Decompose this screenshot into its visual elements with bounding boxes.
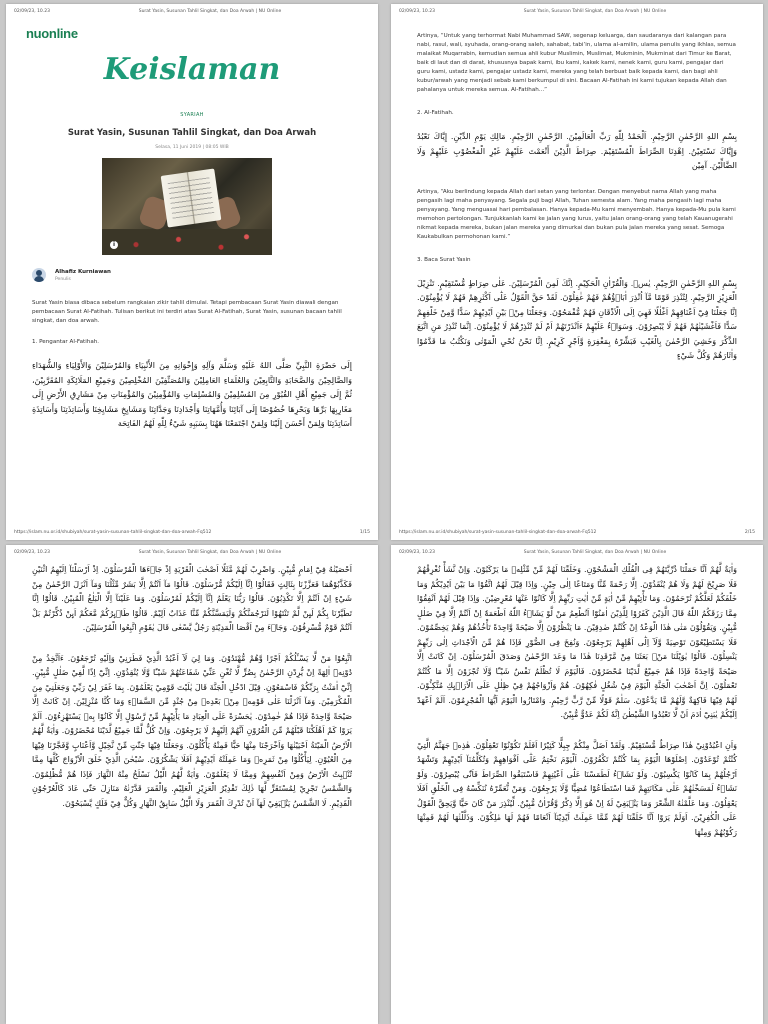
pdf-page-1 [6,4,378,540]
print-datetime: 02/09/23, 10.23 [399,550,435,555]
print-header [14,550,370,555]
quran-book-image [161,168,222,227]
arabic-pengantar-fatihah: إِلَى حَضْرَةِ النَّبِيِّ صَلَّى اللهُ عَلَيْهِ وَسَلَّمَ وَآلِهِ وَإِخْوَانِهِ مِنَ الأَنْبِيَاءِ وَالمُرْسَلِيْنَ وَالأَوْلِيَاءِ وَالشُّهَدَاءِ وَالصَّالِحِيْنَ وَالصَّحَابَةِ وَالتَّابِعِيْنَ وَالعُلَمَاءِ العَامِلِيْنَ وَالمُصَنِّفِيْنَ المُخْلِصِيْنَ وَجَمِيْعِ المَلَائِكَةِ المُقَرَّبِيْنَ، ثُمَّ إِلَى جَمِيْعِ أَهْلِ القُبُوْرِ مِنَ المُسْلِمِيْنَ وَالمُسْلِمَاتِ وَالمُؤْمِنِيْنَ وَالمُؤْمِنَاتِ مِنْ مَشَارِقِ الأَرْضِ إِلَى مَغَارِبِهَا بَرِّهَا وَبَحْرِهَا خُصُوْصًا إِلَى آبَائِنَا وَأُمَّهَاتِنَا وَأَجْدَادِنَا وَجَدَّاتِنَا وَمَشَايِخِ مَشَايِخِنَا وَأَسَاتِذَتِنَا وَأَسَاتِذَةِ أَسَاتِذَتِنَا وَلِمَنْ أَحْسَنَ إِلَيْنَا وَلِمَنْ اجْتَمَعْنَا هَهُنَا بِسَبَبِهِ شَيْءٌ لِلّٰهِ لَهُمُ الفَاتِحَة [32,361,352,428]
translation-pengantar: Artinya, “Untuk yang terhormat Nabi Muhammad SAW, segenap keluarga, dan saudaranya dari kalangan para nabi, rasul, wali, syuhada, orang-orang saleh, sahabat, tabi’in, ulama al-amilin, ulama penulis yang ikhlas, semua malaikat Muqarrabin, kemudian semua ahli kubur Muslimin, Muslimat, Mukminin, Mukminat dari Timur ke Barat, baik di laut dan di darat, khususnya bapak kami, ibu kami, kakek kami, nenek kami, guru kami, pengajar dari guru kami, ustadz kami, pengajar ustadz kami, mereka yang telah berbuat baik kepada kami, dan bagi ahli kubur/arwah yang menjadi sebab kami berkumpul di sini. Bacaan Al-Fatihah ini kami tujukan kepada Allah dan pahalanya untuk mereka semua. Al-Fatihah...” [417,33,736,93]
arabic-yasin-part-2: اَحْصَيْنٰهُ فِيْٓ اِمَامٍ مُّبِيْنٍ. وَاضْرِبْ لَهُمْ مَّثَلًا اَصْحٰبَ الْقَرْيَةِ اِذْ جَاۤءَهَا الْمُرْسَلُوْنَ. اِذْ اَرْسَلْنَآ اِلَيْهِمُ اثْنَيْنِ فَكَذَّبُوْهُمَا فَعَزَّزْنَا بِثَالِثٍ فَقَالُوْٓا اِنَّآ اِلَيْكُمْ مُّرْسَلُوْنَ. قَالُوْا مَآ اَنْتُمْ اِلَّا بَشَرٌ مِّثْلُنَا وَمَآ اَنْزَلَ الرَّحْمٰنُ مِنْ شَيْءٍ اِنْ اَنْتُمْ اِلَّا تَكْذِبُوْنَ. قَالُوْا رَبُّنَا يَعْلَمُ اِنَّآ اِلَيْكُمْ لَمُرْسَلُوْنَ. وَمَا عَلَيْنَآ اِلَّا الْبَلٰغُ الْمُبِيْنُ. قَالُوْٓا اِنَّا تَطَيَّرْنَا بِكُمْ لَىِٕنْ لَّمْ تَنْتَهُوْا لَنَرْجُمَنَّكُمْ وَلَيَمَسَّنَّكُمْ مِّنَّا عَذَابٌ اَلِيْمٌ. قَالُوْا طَاۤىِٕرُكُمْ مَّعَكُمْ اَىِٕنْ ذُكِّرْتُمْ بَلْ اَنْتُمْ قَوْمٌ مُّسْرِفُوْنَ. وَجَاۤءَ مِنْ اَقْصَا الْمَدِيْنَةِ رَجُلٌ يَّسْعٰى قَالَ يٰقَوْمِ اتَّبِعُوا الْمُرْسَلِيْنَ. [32,565,352,632]
print-title: Surat Yasin, Susunan Tahlil Singkat, dan Doa Arwah | NU Online [523,9,667,14]
intro-paragraph: Surat Yasin biasa dibaca sebelum rangkaian zikir tahlil dimulai. Tetapi pembacaan Surat Yasin diawali dengan pembacaan Surat Al-Fatihah. Tulisan berikut ini terdiri atas Surat Al-Fatihah, Surat Yasin, susunan bacaan tahlil singkat, dan doa arwah. [32,300,342,324]
page-number: 1/15 [359,530,370,535]
author-name[interactable]: Alhafiz Kurniawan [55,268,111,275]
heading-pengantar: 1. Pengantar Al-Fatihah. [32,339,100,345]
arabic-yasin-part-5: وَاَنِ اعْبُدُوْنِيْ هٰذَا صِرَاطٌ مُّسْتَقِيْمٌ. وَلَقَدْ اَضَلَّ مِنْكُمْ جِبِلًّا كَثِيْرًا اَفَلَمْ تَكُوْنُوْا تَعْقِلُوْنَ. هٰذِهٖ جَهَنَّمُ الَّتِيْ كُنْتُمْ تُوْعَدُوْنَ. اِصْلَوْهَا الْيَوْمَ بِمَا كُنْتُمْ تَكْفُرُوْنَ. اَلْيَوْمَ نَخْتِمُ عَلٰٓى اَفْوَاهِهِمْ وَتُكَلِّمُنَآ اَيْدِيْهِمْ وَتَشْهَدُ اَرْجُلُهُمْ بِمَا كَانُوْا يَكْسِبُوْنَ. وَلَوْ نَشَاۤءُ لَطَمَسْنَا عَلٰٓى اَعْيُنِهِمْ فَاسْتَبَقُوا الصِّرَاطَ فَاَنّٰى يُبْصِرُوْنَ. وَلَوْ نَشَاۤءُ لَمَسَخْنٰهُمْ عَلٰى مَكَانَتِهِمْ فَمَا اسْتَطَاعُوْا مُضِيًّا وَّلَا يَرْجِعُوْنَ. وَمَنْ نُّعَمِّرْهُ نُنَكِّسْهُ فِى الْخَلْقِ اَفَلَا يَعْقِلُوْنَ. وَمَا عَلَّمْنٰهُ الشِّعْرَ وَمَا يَنْۢبَغِيْ لَهٗ اِنْ هُوَ اِلَّا ذِكْرٌ وَّقُرْاٰنٌ مُّبِيْنٌ. لِّيُنْذِرَ مَنْ كَانَ حَيًّا وَّيَحِقَّ الْقَوْلُ عَلَى الْكٰفِرِيْنَ. اَوَلَمْ يَرَوْا اَنَّا خَلَقْنَا لَهُمْ مِّمَّا عَمِلَتْ اَيْدِيْنَآ اَنْعَامًا فَهُمْ لَهَا مٰلِكُوْنَ. وَذَلَّلْنٰهَا لَهُمْ فَمِنْهَا رَكُوْبُهُمْ وَمِنْهَا [417,740,737,837]
print-footer [399,530,755,535]
avatar [32,268,46,282]
print-title: Surat Yasin, Susunan Tahlil Singkat, dan Doa Arwah | NU Online [523,550,667,555]
pdf-page-3 [6,545,378,1024]
info-icon[interactable]: i [110,241,118,249]
print-url: https://islam.nu.or.id/shubiyah/surat-yasin-susunan-tahlil-singkat-dan-doa-arwah-Fq512 [399,530,597,535]
translation-fatihah: Artinya, “Aku berlindung kepada Allah dari setan yang terlontar. Dengan menyebut nama Allah yang maha pengasih lagi maha penyayang. Segala puji bagi Allah, Tuhan semesta alam. Yang maha pengasih lagi maha penyayang. Yang menguasai hari pembalasan. Hanya kepada-Mu kami menyembah. Hanya kepada-Mu pula kami memohon pertolongan. Tunjukkanlah kami ke jalan yang lurus, yaitu jalan orang-orang yang telah Kauanugerahi nikmat kepada mereka, bukan jalan mereka yang dimurkai dan bukan pula jalan mereka yang sesat. Semoga Kaukabulkan permohonan kami.” [417,188,736,240]
arabic-yasin-part-4: وَاٰيَةٌ لَّهُمْ اَنَّا حَمَلْنَا ذُرِّيَّتَهُمْ فِى الْفُلْكِ الْمَشْحُوْنِ. وَخَلَقْنَا لَهُمْ مِّنْ مِّثْلِهٖ مَا يَرْكَبُوْنَ. وَاِنْ نَّشَأْ نُغْرِقْهُمْ فَلَا صَرِيْخَ لَهُمْ وَلَا هُمْ يُنْقَذُوْنَ. اِلَّا رَحْمَةً مِّنَّا وَمَتَاعًا اِلٰى حِيْنٍ. وَاِذَا قِيْلَ لَهُمُ اتَّقُوْا مَا بَيْنَ اَيْدِيْكُمْ وَمَا خَلْفَكُمْ لَعَلَّكُمْ تُرْحَمُوْنَ. وَمَا تَأْتِيْهِمْ مِّنْ اٰيَةٍ مِّنْ اٰيٰتِ رَبِّهِمْ اِلَّا كَانُوْا عَنْهَا مُعْرِضِيْنَ. وَاِذَا قِيْلَ لَهُمْ اَنْفِقُوْا مِمَّا رَزَقَكُمُ اللّٰهُ قَالَ الَّذِيْنَ كَفَرُوْا لِلَّذِيْنَ اٰمَنُوْٓا اَنُطْعِمُ مَنْ لَّوْ يَشَاۤءُ اللّٰهُ اَطْعَمَهٗٓ اِنْ اَنْتُمْ اِلَّا فِيْ ضَلٰلٍ مُّبِيْنٍ. وَيَقُوْلُوْنَ مَتٰى هٰذَا الْوَعْدُ اِنْ كُنْتُمْ صٰدِقِيْنَ. مَا يَنْظُرُوْنَ اِلَّا صَيْحَةً وَّاحِدَةً تَأْخُذُهُمْ وَهُمْ يَخِصِّمُوْنَ. فَلَا يَسْتَطِيْعُوْنَ تَوْصِيَةً وَّلَآ اِلٰٓى اَهْلِهِمْ يَرْجِعُوْنَ. وَنُفِخَ فِى الصُّوْرِ فَاِذَا هُمْ مِّنَ الْاَجْدَاثِ اِلٰى رَبِّهِمْ يَنْسِلُوْنَ. قَالُوْا يٰوَيْلَنَا مَنْۢ بَعَثَنَا مِنْ مَّرْقَدِنَا هٰذَا مَا وَعَدَ الرَّحْمٰنُ وَصَدَقَ الْمُرْسَلُوْنَ. اِنْ كَانَتْ اِلَّا صَيْحَةً وَّاحِدَةً فَاِذَا هُمْ جَمِيْعٌ لَّدَيْنَا مُحْضَرُوْنَ. فَالْيَوْمَ لَا تُظْلَمُ نَفْسٌ شَيْـًٔا وَّلَا تُجْزَوْنَ اِلَّا مَا كُنْتُمْ تَعْمَلُوْنَ. اِنَّ اَصْحٰبَ الْجَنَّةِ الْيَوْمَ فِيْ شُغُلٍ فٰكِهُوْنَ. هُمْ وَاَزْوَاجُهُمْ فِيْ ظِلٰلٍ عَلَى الْاَرَاۤىِٕكِ مُتَّكِـُٔوْنَ. لَهُمْ فِيْهَا فَاكِهَةٌ وَّلَهُمْ مَّا يَدَّعُوْنَ. سَلٰمٌ قَوْلًا مِّنْ رَّبٍّ رَّحِيْمٍ. وَامْتَازُوا الْيَوْمَ اَيُّهَا الْمُجْرِمُوْنَ. اَلَمْ اَعْهَدْ اِلَيْكُمْ يٰبَنِيْٓ اٰدَمَ اَنْ لَّا تَعْبُدُوا الشَّيْطٰنَ اِنَّهٗ لَكُمْ عَدُوٌّ مُّبِيْنٌ. [417,565,737,719]
print-footer [14,530,370,535]
print-header [399,550,755,555]
nu-online-logo[interactable] [26,26,78,41]
article-title: Surat Yasin, Susunan Tahlil Singkat, dan Doa Arwah [67,128,317,138]
section-title: Keislaman [103,52,281,87]
arabic-yasin-part-3: اتَّبِعُوْا مَنْ لَّا يَسْـَٔلُكُمْ اَجْرًا وَّهُمْ مُّهْتَدُوْنَ. وَمَا لِيَ لَآ اَعْبُدُ الَّذِيْ فَطَرَنِيْ وَاِلَيْهِ تُرْجَعُوْنَ. ءَاَتَّخِذُ مِنْ دُوْنِهٖٓ اٰلِهَةً اِنْ يُّرِدْنِ الرَّحْمٰنُ بِضُرٍّ لَّا تُغْنِ عَنِّيْ شَفَاعَتُهُمْ شَيْـًٔا وَّلَا يُنْقِذُوْنِ. اِنِّيْٓ اِذًا لَّفِيْ ضَلٰلٍ مُّبِيْنٍ. اِنِّيْٓ اٰمَنْتُ بِرَبِّكُمْ فَاسْمَعُوْنِ. قِيْلَ ادْخُلِ الْجَنَّةَ قَالَ يٰلَيْتَ قَوْمِيْ يَعْلَمُوْنَ. بِمَا غَفَرَ لِيْ رَبِّيْ وَجَعَلَنِيْ مِنَ الْمُكْرَمِيْنَ. وَمَآ اَنْزَلْنَا عَلٰى قَوْمِهٖ مِنْۢ بَعْدِهٖ مِنْ جُنْدٍ مِّنَ السَّمَاۤءِ وَمَا كُنَّا مُنْزِلِيْنَ. اِنْ كَانَتْ اِلَّا صَيْحَةً وَّاحِدَةً فَاِذَا هُمْ خٰمِدُوْنَ. يٰحَسْرَةً عَلَى الْعِبَادِ مَا يَأْتِيْهِمْ مِّنْ رَّسُوْلٍ اِلَّا كَانُوْا بِهٖ يَسْتَهْزِءُوْنَ. اَلَمْ يَرَوْا كَمْ اَهْلَكْنَا قَبْلَهُمْ مِّنَ الْقُرُوْنِ اَنَّهُمْ اِلَيْهِمْ لَا يَرْجِعُوْنَ. وَاِنْ كُلٌّ لَّمَّا جَمِيْعٌ لَّدَيْنَا مُحْضَرُوْنَ. وَاٰيَةٌ لَّهُمُ الْاَرْضُ الْمَيْتَةُ اَحْيَيْنٰهَا وَاَخْرَجْنَا مِنْهَا حَبًّا فَمِنْهُ يَأْكُلُوْنَ. وَجَعَلْنَا فِيْهَا جَنّٰتٍ مِّنْ نَّخِيْلٍ وَّاَعْنَابٍ وَّفَجَّرْنَا فِيْهَا مِنَ الْعُيُوْنِ. لِيَأْكُلُوْا مِنْ ثَمَرِهٖ وَمَا عَمِلَتْهُ اَيْدِيْهِمْ اَفَلَا يَشْكُرُوْنَ. سُبْحٰنَ الَّذِيْ خَلَقَ الْاَزْوَاجَ كُلَّهَا مِمَّا تُنْۢبِتُ الْاَرْضُ وَمِنْ اَنْفُسِهِمْ وَمِمَّا لَا يَعْلَمُوْنَ. وَاٰيَةٌ لَّهُمُ الَّيْلُ نَسْلَخُ مِنْهُ النَّهَارَ فَاِذَا هُمْ مُّظْلِمُوْنَ. وَالشَّمْسُ تَجْرِيْ لِمُسْتَقَرٍّ لَّهَا ذٰلِكَ تَقْدِيْرُ الْعَزِيْزِ الْعَلِيْمِ. وَالْقَمَرَ قَدَّرْنٰهُ مَنَازِلَ حَتّٰى عَادَ كَالْعُرْجُوْنِ الْقَدِيْمِ. لَا الشَّمْسُ يَنْۢبَغِيْ لَهَآ اَنْ تُدْرِكَ الْقَمَرَ وَلَا الَّيْلُ سَابِقُ النَّهَارِ وَكُلٌّ فِيْ فَلَكٍ يَّسْبَحُوْنَ. [32,653,352,808]
logo-text: nuonline [26,26,78,41]
heading-fatihah: 2. Al-Fatihah. [417,110,454,116]
print-url: https://islam.nu.or.id/shubiyah/surat-yasin-susunan-tahlil-singkat-dan-doa-arwah-Fq512 [14,530,212,535]
hero-image [102,158,272,255]
author-block [32,268,111,282]
arabic-yasin-part-1: بِسْمِ اللهِ الرَّحْمٰنِ الرَّحِيْمِ. يٰسۤ. وَالْقُرْاٰنِ الْحَكِيْمِ. اِنَّكَ لَمِنَ الْمُرْسَلِيْنَ. عَلٰى صِرَاطٍ مُّسْتَقِيْمٍ. تَنْزِيْلَ الْعَزِيْزِ الرَّحِيْمِ. لِتُنْذِرَ قَوْمًا مَّآ اُنْذِرَ اٰبَاۤؤُهُمْ فَهُمْ غٰفِلُوْنَ. لَقَدْ حَقَّ الْقَوْلُ عَلٰٓى اَكْثَرِهِمْ فَهُمْ لَا يُؤْمِنُوْنَ. اِنَّا جَعَلْنَا فِيْٓ اَعْنَاقِهِمْ اَغْلٰلًا فَهِيَ اِلَى الْاَذْقَانِ فَهُمْ مُّقْمَحُوْنَ. وَجَعَلْنَا مِنْۢ بَيْنِ اَيْدِيْهِمْ سَدًّا وَّمِنْ خَلْفِهِمْ سَدًّا فَاَغْشَيْنٰهُمْ فَهُمْ لَا يُبْصِرُوْنَ. وَسَوَاۤءٌ عَلَيْهِمْ ءَاَنْذَرْتَهُمْ اَمْ لَمْ تُنْذِرْهُمْ لَا يُؤْمِنُوْنَ. اِنَّمَا تُنْذِرُ مَنِ اتَّبَعَ الذِّكْرَ وَخَشِيَ الرَّحْمٰنَ بِالْغَيْبِ فَبَشِّرْهُ بِمَغْفِرَةٍ وَّاَجْرٍ كَرِيْمٍ. اِنَّا نَحْنُ نُحْيِ الْمَوْتٰى وَنَكْتُبُ مَا قَدَّمُوْا وَاٰثَارَهُمْ وَكُلَّ شَيْءٍ [417,278,737,360]
print-title: Surat Yasin, Susunan Tahlil Singkat, dan Doa Arwah | NU Online [138,550,282,555]
author-role: Penulis [55,276,71,282]
heading-yasin: 3. Baca Surat Yasin [417,256,471,263]
print-header [399,9,755,14]
pdf-page-2 [391,4,763,540]
article-date: Selasa, 11 Juni 2019 | 08:05 WIB [155,145,229,150]
print-title: Surat Yasin, Susunan Tahlil Singkat, dan Doa Arwah | NU Online [138,9,282,14]
category-label[interactable]: SYARIAH [180,112,204,118]
arabic-fatihah: بِسْمِ اللهِ الرَّحْمٰنِ الرَّحِيْمِ. اَلْحَمْدُ لِلّٰهِ رَبِّ الْعَالَمِيْنَ. الرَّحْمٰنِ الرَّحِيْمِ. مَالِكِ يَوْمِ الدِّيْنِ. إِيَّاكَ نَعْبُدُ وَإِيَّاكَ نَسْتَعِيْنُ. اِهْدِنَا الصِّرَاطَ الْمُسْتَقِيْمَ. صِرَاطَ الَّذِيْنَ أَنْعَمْتَ عَلَيْهِمْ غَيْرِ الْمَغْضُوْبِ عَلَيْهِمْ وَلَا الضَّالِّيْنَ. آمِيْن [417,132,737,170]
page-number: 2/15 [744,530,755,535]
print-datetime: 02/09/23, 10.23 [14,9,50,14]
pdf-page-4 [391,545,763,1024]
print-datetime: 02/09/23, 10.23 [14,550,50,555]
print-datetime: 02/09/23, 10.23 [399,9,435,14]
print-header [14,9,370,14]
